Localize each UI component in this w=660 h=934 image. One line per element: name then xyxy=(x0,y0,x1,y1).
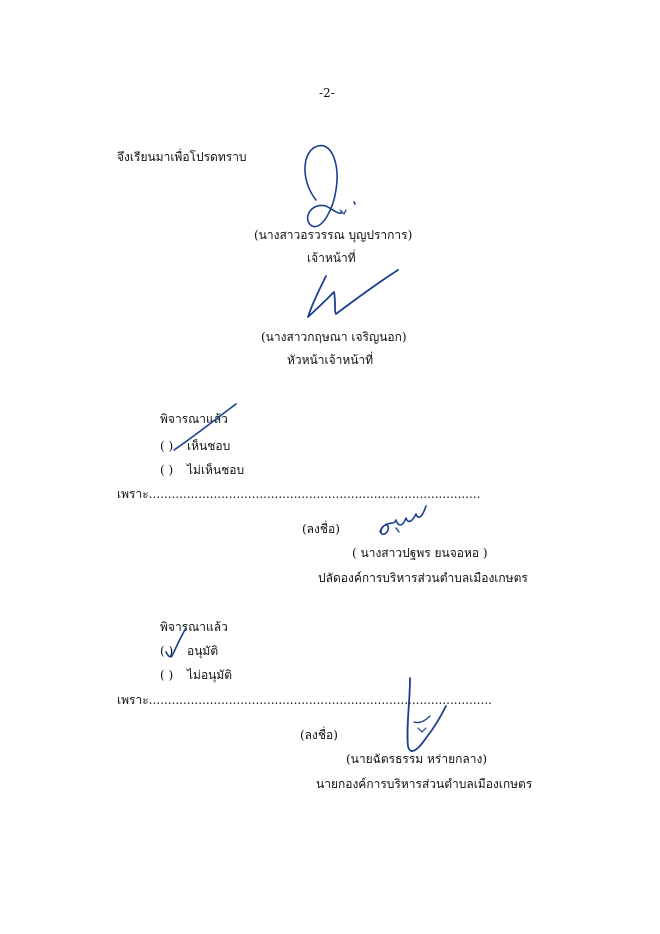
deputy-option-approve-label: เห็นชอบ xyxy=(187,439,231,453)
staff-position: เจ้าหน้าที่ xyxy=(307,251,356,265)
deputy-signature xyxy=(372,502,432,542)
mayor-option-reject-label: ไม่อนุมัติ xyxy=(187,668,233,682)
closing-line: จึงเรียนมาเพื่อโปรดทราบ xyxy=(117,150,247,164)
mayor-signer-name: (นายฉัตรธรรม หร่ายกลาง) xyxy=(346,752,488,766)
deputy-option-approve-bracket[interactable]: ( ) xyxy=(160,439,174,453)
deputy-reason-line[interactable]: เพราะ....................................................................................... xyxy=(117,487,481,501)
deputy-option-reject-bracket[interactable]: ( ) xyxy=(160,463,174,477)
staff-name: (นางสาวอรวรรณ บุญปราการ) xyxy=(254,228,413,242)
mayor-option-approve-label: อนุมัติ xyxy=(187,644,219,658)
mayor-reason-line[interactable]: เพราะ.......................................................................................... xyxy=(117,693,492,707)
page-number: -2- xyxy=(319,86,335,100)
head-staff-name: (นางสาวกฤษณา เจริญนอก) xyxy=(261,330,407,344)
deputy-option-reject-label: ไม่เห็นชอบ xyxy=(187,463,245,477)
mayor-option-reject-bracket[interactable]: ( ) xyxy=(160,668,174,682)
deputy-signer-name: ( นางสาวปฐพร ยนจอหอ ) xyxy=(352,546,488,560)
deputy-sign-label: (ลงชื่อ) xyxy=(302,522,340,536)
mayor-approve-check-mark xyxy=(160,622,190,662)
mayor-heading: พิจารณาแล้ว xyxy=(160,620,228,634)
deputy-signer-position: ปลัดองค์การบริหารส่วนตำบลเมืองเกษตร xyxy=(318,571,528,585)
mayor-signer-position: นายกองค์การบริหารส่วนตำบลเมืองเกษตร xyxy=(316,777,533,791)
head-staff-position: หัวหน้าเจ้าหน้าที่ xyxy=(287,353,374,367)
mayor-signature xyxy=(396,672,456,762)
head-staff-signature xyxy=(300,262,410,324)
mayor-sign-label: (ลงชื่อ) xyxy=(300,728,338,742)
deputy-heading: พิจารณาแล้ว xyxy=(160,412,228,426)
staff-signature xyxy=(290,140,360,240)
mayor-option-approve-bracket[interactable]: ( ) xyxy=(160,644,174,658)
